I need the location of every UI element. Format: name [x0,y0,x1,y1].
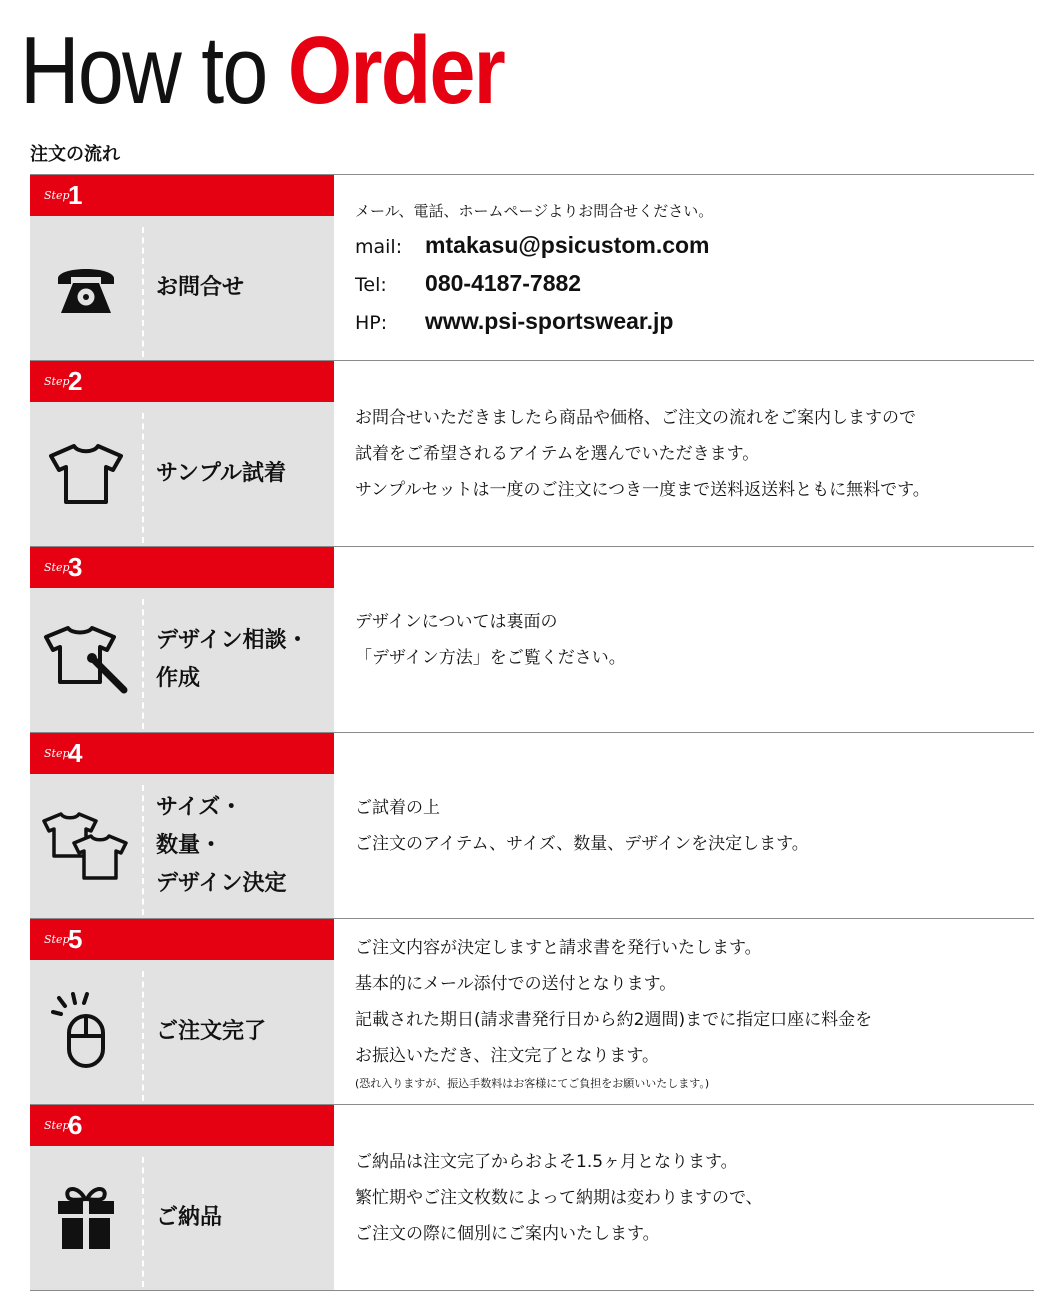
step-description [355,175,1034,360]
tel-number[interactable]: 080-4187-7882 [425,269,582,296]
mail-key: mail: [355,235,403,258]
step-description [355,361,1034,546]
description-line: 試着をご希望されるアイテムを選んでいただきます。 [355,443,760,464]
step-6 [30,1105,1034,1291]
step-title-line: ご納品 [156,1205,223,1230]
step-word: Step [44,933,70,946]
step-number: 5 [68,924,83,954]
step-3 [30,547,1034,733]
dashed-divider [142,1157,144,1287]
step-title-line: サイズ・ [156,795,243,820]
hp-row [355,303,1034,341]
step-word: Step [44,375,70,388]
page-title [20,16,504,126]
step-title-line: ご注文完了 [156,1019,267,1044]
description-line: ご注文内容が決定しますと請求書を発行いたします。 [355,937,762,958]
step-panel [30,733,334,918]
two-tshirts-icon [36,791,136,901]
description-line: ご注文の際に個別にご案内いたします。 [355,1223,660,1244]
tel-row [355,265,1034,303]
contact-intro: メール、電話、ホームページよりお問合せください。 [355,201,714,220]
description-line: 記載された期日(請求書発行日から約2週間)までに指定口座に料金を [355,1009,873,1030]
description-line: 基本的にメール添付での送付となります。 [355,973,677,994]
step-description [355,547,1034,732]
step-title [156,216,330,360]
description-line: ご注文のアイテム、サイズ、数量、デザインを決定します。 [355,833,809,854]
mouse-click-icon [36,977,136,1087]
description-line: サンプルセットは一度のご注文につき一度まで送料返送料ともに無料です。 [355,479,930,500]
step-title [156,402,330,546]
step-description [355,919,1034,1104]
step-title [156,774,330,918]
step-word: Step [44,561,70,574]
dashed-divider [142,413,144,543]
step-panel [30,361,334,546]
hp-key: HP: [355,311,388,334]
step-title [156,588,330,732]
step-panel [30,1105,334,1290]
step-panel [30,547,334,732]
step-header [30,1105,334,1146]
step-1 [30,175,1034,361]
step-title-line: 作成 [156,666,201,691]
step-description [355,733,1034,918]
description-line: 「デザイン方法」をご覧ください。 [355,647,626,668]
step-5 [30,919,1034,1105]
description-line: お問合せいただきましたら商品や価格、ご注文の流れをご案内しますので [355,407,916,428]
step-title [156,1146,330,1290]
step-title-line: お問合せ [156,275,245,300]
step-number: 2 [68,366,83,396]
step-2 [30,361,1034,547]
step-panel [30,919,334,1104]
title-how-to: How to [20,17,267,124]
description-line: お振込いただき、注文完了となります。 [355,1045,659,1066]
phone-icon [36,233,136,343]
description-line: 繁忙期やご注文枚数によって納期は変わりますので、 [355,1187,763,1208]
step-word: Step [44,1119,70,1132]
steps-list [30,174,1034,1291]
step-header [30,175,334,216]
gift-icon [36,1163,136,1273]
step-panel [30,175,334,360]
tshirt-design-icon [36,605,136,715]
fee-note: (恐れ入りますが、振込手数料はお客様にてご負担をお願いいたします。) [355,1076,710,1090]
tshirt-icon [36,419,136,529]
step-header [30,733,334,774]
subtitle: 注文の流れ [30,144,120,165]
step-header [30,919,334,960]
dashed-divider [142,227,144,357]
step-number: 4 [68,738,83,768]
step-header [30,361,334,402]
step-title-line: デザイン決定 [156,871,287,896]
step-word: Step [44,189,70,202]
step-word: Step [44,747,70,760]
step-number: 6 [68,1110,83,1140]
description-line: ご納品は注文完了からおよそ1.5ヶ月となります。 [355,1151,738,1172]
description-line: ご試着の上 [355,797,440,818]
dashed-divider [142,785,144,915]
mail-address[interactable]: mtakasu@psicustom.com [425,231,710,258]
tel-key: Tel: [355,273,387,296]
dashed-divider [142,599,144,729]
step-4 [30,733,1034,919]
step-description [355,1105,1034,1290]
step-title-line: 数量・ [156,833,223,858]
hp-link[interactable]: www.psi-sportswear.jp [425,307,674,334]
step-title [156,960,330,1104]
description-line: デザインについては裏面の [355,611,558,632]
step-title-line: デザイン相談・ [156,628,309,653]
step-number: 1 [68,180,83,210]
step-title-line: サンプル試着 [156,461,287,486]
dashed-divider [142,971,144,1101]
step-header [30,547,334,588]
mail-row [355,227,1034,265]
title-order: Order [287,17,505,124]
step-number: 3 [68,552,83,582]
